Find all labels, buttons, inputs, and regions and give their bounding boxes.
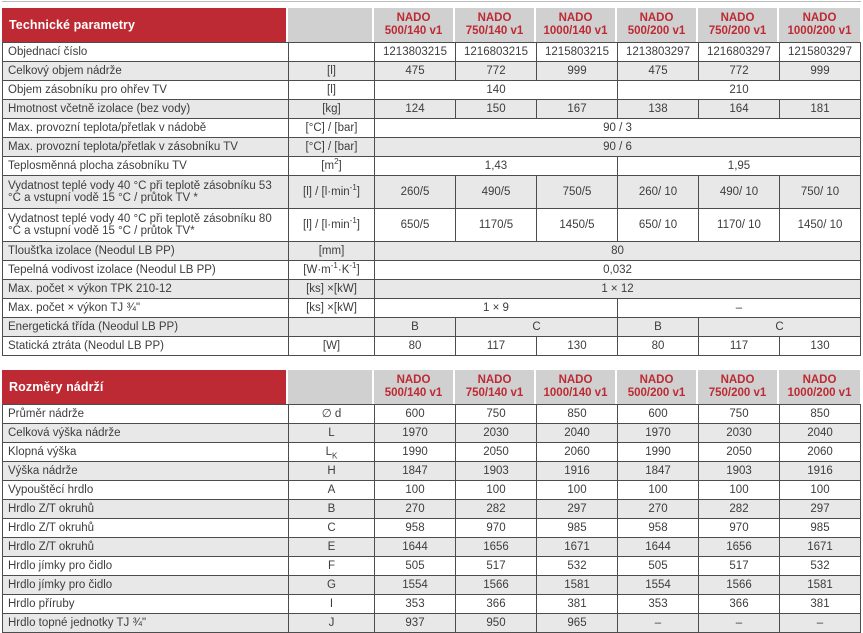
value-cell: 985 xyxy=(537,519,618,538)
technical-parameters-grid xyxy=(2,42,861,356)
value-cell: 2040 xyxy=(780,424,861,443)
value-cell: 1566 xyxy=(699,576,780,595)
column-header-variant: 750/140 v1 xyxy=(465,25,524,37)
value-cell: 260/5 xyxy=(375,176,456,209)
table-row xyxy=(3,176,861,209)
column-header-model: NADO xyxy=(720,374,755,386)
row-label: Objem zásobníku pro ohřev TV xyxy=(3,81,289,100)
column-header-750-200-v1 xyxy=(698,370,779,404)
value-cell: 0,032 xyxy=(375,261,861,280)
value-cell: 490/ 10 xyxy=(699,176,780,209)
value-cell: 260/ 10 xyxy=(618,176,699,209)
value-cell: 532 xyxy=(537,557,618,576)
table-row xyxy=(3,299,861,318)
value-cell: 970 xyxy=(456,519,537,538)
value-cell: 100 xyxy=(537,481,618,500)
table-row xyxy=(3,337,861,356)
row-unit xyxy=(289,43,375,62)
value-cell: 1216803297 xyxy=(699,43,780,62)
value-cell: 366 xyxy=(699,595,780,614)
row-label: Hrdlo jímky pro čidlo xyxy=(3,557,289,576)
table-row xyxy=(3,318,861,337)
value-cell: 1656 xyxy=(456,538,537,557)
row-label: Max. počet × výkon TJ ¾" xyxy=(3,299,289,318)
value-cell: 381 xyxy=(780,595,861,614)
value-cell: 1671 xyxy=(780,538,861,557)
table-row xyxy=(3,424,861,443)
value-cell: 850 xyxy=(780,405,861,424)
value-cell: 1170/5 xyxy=(456,209,537,242)
value-cell: 270 xyxy=(375,500,456,519)
value-cell: 1213803297 xyxy=(618,43,699,62)
row-label: Teplosměnná plocha zásobníku TV xyxy=(3,157,289,176)
column-header-model: NADO xyxy=(720,12,755,24)
row-unit: H xyxy=(289,462,375,481)
table-row xyxy=(3,43,861,62)
value-cell: 750/ 10 xyxy=(780,176,861,209)
value-cell: 850 xyxy=(537,405,618,424)
value-cell: 124 xyxy=(375,100,456,119)
value-cell: 1216803215 xyxy=(456,43,537,62)
column-header-variant: 1000/140 v1 xyxy=(543,25,608,37)
column-header-variant: 750/140 v1 xyxy=(465,387,524,399)
value-cell: 117 xyxy=(456,337,537,356)
value-cell: 1215803215 xyxy=(537,43,618,62)
value-cell: 750/5 xyxy=(537,176,618,209)
unit-column-header xyxy=(288,370,374,404)
value-cell: 270 xyxy=(618,500,699,519)
row-label: Hrdlo Z/T okruhů xyxy=(3,500,289,519)
value-cell: 2060 xyxy=(537,443,618,462)
value-cell: 100 xyxy=(456,481,537,500)
value-cell: 1970 xyxy=(375,424,456,443)
value-cell: 750 xyxy=(699,405,780,424)
row-unit: $[l] / [l\cdot\min^{-1}]$ xyxy=(289,209,375,242)
row-unit: [kg] xyxy=(289,100,375,119)
value-cell: 140 xyxy=(375,81,618,100)
table-technical-parameters xyxy=(2,8,860,356)
value-cell: 1170/ 10 xyxy=(699,209,780,242)
value-cell: 2040 xyxy=(537,424,618,443)
value-cell: 1,95 xyxy=(618,157,861,176)
row-unit: $[W\cdot m^{-1}\cdot K^{-1}]$ xyxy=(289,261,375,280)
value-cell: 1 × 12 xyxy=(375,280,861,299)
row-unit: J xyxy=(289,614,375,633)
value-cell: 600 xyxy=(618,405,699,424)
table-row xyxy=(3,557,861,576)
value-cell: 297 xyxy=(780,500,861,519)
top-divider xyxy=(2,1,861,2)
column-header-variant: 500/200 v1 xyxy=(627,387,686,399)
row-unit: $L_K$ xyxy=(289,443,375,462)
column-header-750-140-v1 xyxy=(455,370,536,404)
value-cell: 80 xyxy=(375,337,456,356)
value-cell: 90 / 3 xyxy=(375,119,861,138)
value-cell: 297 xyxy=(537,500,618,519)
value-cell: 100 xyxy=(699,481,780,500)
value-cell: 1644 xyxy=(375,538,456,557)
column-header-variant: 500/200 v1 xyxy=(627,25,686,37)
value-cell: 985 xyxy=(780,519,861,538)
row-label: Max. počet × výkon TPK 210-12 xyxy=(3,280,289,299)
tank-dimensions-body xyxy=(3,405,861,633)
value-cell: 970 xyxy=(699,519,780,538)
row-label: Průměr nádrže xyxy=(3,405,289,424)
value-cell: 1644 xyxy=(618,538,699,557)
row-unit: [W] xyxy=(289,337,375,356)
value-cell: 366 xyxy=(456,595,537,614)
value-cell: 532 xyxy=(780,557,861,576)
value-cell: 2030 xyxy=(456,424,537,443)
row-label: Hrdlo Z/T okruhů xyxy=(3,519,289,538)
row-label: Klopná výška xyxy=(3,443,289,462)
row-unit: [ks] ×[kW] xyxy=(289,280,375,299)
column-header-model: NADO xyxy=(396,374,431,386)
row-unit: C xyxy=(289,519,375,538)
column-header-1000-140-v1 xyxy=(536,8,617,42)
value-cell: 2050 xyxy=(699,443,780,462)
tank-dimensions-header-row xyxy=(2,370,860,404)
row-unit: ∅ d xyxy=(289,405,375,424)
value-cell: 1215803297 xyxy=(780,43,861,62)
column-header-model: NADO xyxy=(639,374,674,386)
value-cell: 475 xyxy=(618,62,699,81)
table-row xyxy=(3,500,861,519)
value-cell: 167 xyxy=(537,100,618,119)
table-row xyxy=(3,242,861,261)
table-row xyxy=(3,595,861,614)
table-title: Rozměry nádrží xyxy=(2,370,288,404)
value-cell: 1450/5 xyxy=(537,209,618,242)
value-cell: 130 xyxy=(780,337,861,356)
value-cell: 1581 xyxy=(537,576,618,595)
datasheet-page xyxy=(0,1,863,633)
row-unit: F xyxy=(289,557,375,576)
row-label: Tloušťka izolace (Neodul LB PP) xyxy=(3,242,289,261)
table-row xyxy=(3,481,861,500)
column-header-1000-200-v1 xyxy=(779,8,860,42)
value-cell: 965 xyxy=(537,614,618,633)
column-header-750-200-v1 xyxy=(698,8,779,42)
row-label: Vydatnost teplé vody 40 °C při teplotě zásobníku 80 °C a vstupní vodě 15 °C / průtok TV* xyxy=(3,209,289,242)
column-header-variant: 1000/140 v1 xyxy=(543,387,608,399)
value-cell: 1990 xyxy=(618,443,699,462)
value-cell: 100 xyxy=(780,481,861,500)
row-unit: I xyxy=(289,595,375,614)
table-row xyxy=(3,261,861,280)
value-cell: 353 xyxy=(618,595,699,614)
row-unit: [°C] / [bar] xyxy=(289,119,375,138)
value-cell: 1903 xyxy=(456,462,537,481)
technical-parameters-header-row xyxy=(2,8,860,42)
value-cell: 1916 xyxy=(780,462,861,481)
row-unit: [l] xyxy=(289,81,375,100)
value-cell: 1847 xyxy=(618,462,699,481)
value-cell: 2060 xyxy=(780,443,861,462)
row-unit: $[m^2]$ xyxy=(289,157,375,176)
table-row xyxy=(3,614,861,633)
value-cell: 958 xyxy=(618,519,699,538)
value-cell: 999 xyxy=(780,62,861,81)
value-cell: 381 xyxy=(537,595,618,614)
value-cell: 750 xyxy=(456,405,537,424)
row-label: Celková výška nádrže xyxy=(3,424,289,443)
value-cell: 1 × 9 xyxy=(375,299,618,318)
value-cell: 100 xyxy=(375,481,456,500)
value-cell: 650/ 10 xyxy=(618,209,699,242)
value-cell: – xyxy=(780,614,861,633)
value-cell: 1554 xyxy=(618,576,699,595)
value-cell: – xyxy=(618,299,861,318)
value-cell: 958 xyxy=(375,519,456,538)
row-label: Energetická třída (Neodul LB PP) xyxy=(3,318,289,337)
row-unit: G xyxy=(289,576,375,595)
value-cell: 181 xyxy=(780,100,861,119)
value-cell: C xyxy=(456,318,618,337)
column-header-model: NADO xyxy=(558,374,593,386)
table-row xyxy=(3,443,861,462)
value-cell: 282 xyxy=(699,500,780,519)
value-cell: C xyxy=(699,318,861,337)
value-cell: 2050 xyxy=(456,443,537,462)
column-header-1000-200-v1 xyxy=(779,370,860,404)
column-header-variant: 1000/200 v1 xyxy=(787,25,852,37)
value-cell: 80 xyxy=(618,337,699,356)
table-row xyxy=(3,462,861,481)
table-title: Technické parametry xyxy=(2,8,288,42)
column-header-model: NADO xyxy=(558,12,593,24)
row-label: Hrdlo Z/T okruhů xyxy=(3,538,289,557)
value-cell: 80 xyxy=(375,242,861,261)
value-cell: 138 xyxy=(618,100,699,119)
table-row xyxy=(3,119,861,138)
value-cell: 950 xyxy=(456,614,537,633)
value-cell: 1,43 xyxy=(375,157,618,176)
value-cell: – xyxy=(699,614,780,633)
row-unit: B xyxy=(289,500,375,519)
row-label: Max. provozní teplota/přetlak v zásobníku TV xyxy=(3,138,289,157)
value-cell: 282 xyxy=(456,500,537,519)
column-header-model: NADO xyxy=(802,12,837,24)
column-header-500-200-v1 xyxy=(617,8,698,42)
value-cell: 1903 xyxy=(699,462,780,481)
row-label: Hrdlo příruby xyxy=(3,595,289,614)
table-row xyxy=(3,157,861,176)
row-label: Max. provozní teplota/přetlak v nádobě xyxy=(3,119,289,138)
table-row xyxy=(3,405,861,424)
column-header-500-200-v1 xyxy=(617,370,698,404)
table-row xyxy=(3,519,861,538)
value-cell: – xyxy=(618,614,699,633)
value-cell: 1916 xyxy=(537,462,618,481)
row-label: Hmotnost včetně izolace (bez vody) xyxy=(3,100,289,119)
table-row xyxy=(3,280,861,299)
table-row xyxy=(3,209,861,242)
row-unit xyxy=(289,318,375,337)
value-cell: 937 xyxy=(375,614,456,633)
column-header-model: NADO xyxy=(639,12,674,24)
column-header-model: NADO xyxy=(396,12,431,24)
row-unit: [l] xyxy=(289,62,375,81)
row-unit: [°C] / [bar] xyxy=(289,138,375,157)
value-cell: 2030 xyxy=(699,424,780,443)
tank-dimensions-grid xyxy=(2,404,861,633)
value-cell: 999 xyxy=(537,62,618,81)
value-cell: 650/5 xyxy=(375,209,456,242)
table-row xyxy=(3,81,861,100)
column-header-variant: 500/140 v1 xyxy=(384,25,443,37)
column-header-variant: 750/200 v1 xyxy=(708,387,767,399)
column-header-500-140-v1 xyxy=(374,370,455,404)
column-header-variant: 1000/200 v1 xyxy=(787,387,852,399)
technical-parameters-body xyxy=(3,43,861,356)
value-cell: 505 xyxy=(375,557,456,576)
value-cell: 150 xyxy=(456,100,537,119)
table-row xyxy=(3,62,861,81)
value-cell: 1847 xyxy=(375,462,456,481)
row-unit: A xyxy=(289,481,375,500)
row-unit: [mm] xyxy=(289,242,375,261)
value-cell: 517 xyxy=(699,557,780,576)
value-cell: 1656 xyxy=(699,538,780,557)
value-cell: 1213803215 xyxy=(375,43,456,62)
row-label: Celkový objem nádrže xyxy=(3,62,289,81)
row-label: Statická ztráta (Neodul LB PP) xyxy=(3,337,289,356)
table-tank-dimensions xyxy=(2,370,860,633)
row-unit: E xyxy=(289,538,375,557)
value-cell: B xyxy=(618,318,699,337)
row-label: Hrdlo topné jednotky TJ ¾" xyxy=(3,614,289,633)
value-cell: 1566 xyxy=(456,576,537,595)
value-cell: 164 xyxy=(699,100,780,119)
column-header-1000-140-v1 xyxy=(536,370,617,404)
column-header-variant: 750/200 v1 xyxy=(708,25,767,37)
value-cell: 1990 xyxy=(375,443,456,462)
value-cell: 1450/ 10 xyxy=(780,209,861,242)
row-unit: [ks] ×[kW] xyxy=(289,299,375,318)
row-unit: L xyxy=(289,424,375,443)
column-header-variant: 500/140 v1 xyxy=(384,387,443,399)
table-row xyxy=(3,538,861,557)
value-cell: 117 xyxy=(699,337,780,356)
value-cell: 517 xyxy=(456,557,537,576)
row-label: Výška nádrže xyxy=(3,462,289,481)
column-header-model: NADO xyxy=(802,374,837,386)
value-cell: 490/5 xyxy=(456,176,537,209)
value-cell: 1581 xyxy=(780,576,861,595)
row-label: Vypouštěcí hrdlo xyxy=(3,481,289,500)
unit-column-header xyxy=(288,8,374,42)
table-row xyxy=(3,576,861,595)
value-cell: 772 xyxy=(699,62,780,81)
column-header-750-140-v1 xyxy=(455,8,536,42)
row-label: Objednací číslo xyxy=(3,43,289,62)
table-row xyxy=(3,100,861,119)
table-row xyxy=(3,138,861,157)
value-cell: B xyxy=(375,318,456,337)
value-cell: 600 xyxy=(375,405,456,424)
value-cell: 772 xyxy=(456,62,537,81)
value-cell: 210 xyxy=(618,81,861,100)
column-header-500-140-v1 xyxy=(374,8,455,42)
row-unit: $[l] / [l\cdot\min^{-1}]$ xyxy=(289,176,375,209)
value-cell: 90 / 6 xyxy=(375,138,861,157)
value-cell: 1671 xyxy=(537,538,618,557)
value-cell: 353 xyxy=(375,595,456,614)
value-cell: 1970 xyxy=(618,424,699,443)
column-header-model: NADO xyxy=(477,12,512,24)
row-label: Tepelná vodivost izolace (Neodul LB PP) xyxy=(3,261,289,280)
row-label: Hrdlo jímky pro čidlo xyxy=(3,576,289,595)
value-cell: 1554 xyxy=(375,576,456,595)
value-cell: 100 xyxy=(618,481,699,500)
value-cell: 505 xyxy=(618,557,699,576)
column-header-model: NADO xyxy=(477,374,512,386)
value-cell: 130 xyxy=(537,337,618,356)
value-cell: 475 xyxy=(375,62,456,81)
row-label: Vydatnost teplé vody 40 °C při teplotě zásobníku 53 °C a vstupní vodě 15 °C / průtok TV * xyxy=(3,176,289,209)
